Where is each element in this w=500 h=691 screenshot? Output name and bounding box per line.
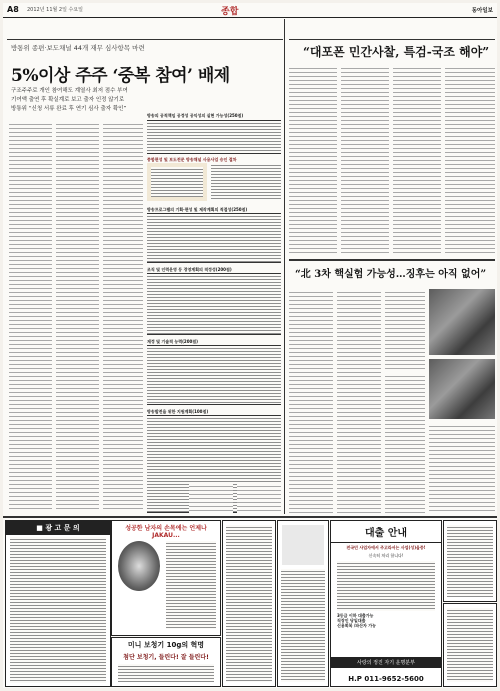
small-ad-column-2	[277, 520, 329, 687]
table-3	[147, 213, 281, 263]
story2-col-4	[429, 423, 495, 513]
main-body-col-3	[103, 121, 143, 511]
hearing-ad-title: 미니 보청기 10g의 혁명	[127, 641, 205, 649]
small-ad-column-1	[222, 520, 276, 687]
story1-col-2	[341, 65, 389, 253]
story1-headline: “대포폰 민간사찰, 특검-국조 해야”	[303, 45, 490, 59]
approval-process-box	[147, 163, 207, 201]
newspaper-page	[3, 3, 497, 688]
loan-ad-line-2: 신속히 처리 합니다!	[368, 553, 404, 558]
main-subhead-1: 구조주주로 개인 참여해도 계열사 최저 점수 부여	[11, 88, 128, 94]
main-subhead-2: 기여액 출연 후 확실계로 보고 출자 인정 않기로	[11, 97, 125, 103]
story2-col-3a	[385, 289, 425, 369]
story2-col-1	[289, 289, 333, 514]
table-title-6: 방송발전을 위한 지원계획(100점)	[147, 409, 209, 414]
section-title: 종합	[221, 7, 239, 17]
table-1	[147, 120, 281, 154]
watch-image	[118, 541, 160, 591]
loan-ad-phone: H.P 011-9652-5600	[348, 675, 424, 683]
table-title-5: 재정 및 기술적 능력(200점)	[147, 339, 198, 344]
story2-top-rule	[289, 259, 495, 261]
table-title-4: 조직 및 인력운영 등 경영계획의 적정성(200점)	[147, 267, 232, 272]
main-body-col-4	[189, 483, 233, 513]
publisher-name: 동아일보	[471, 8, 493, 14]
issue-date: 2012년 11월 2일 수요일	[27, 7, 84, 13]
watch-ad-title: 성공한 남자의 손목에는 언제나 JAKAU...	[125, 525, 207, 539]
main-headline: 5%이상 주주 ‘중복 참여’ 배제	[11, 66, 230, 86]
classified-ad-title: ■ 광 고 문 의	[6, 521, 110, 535]
main-body-col-1	[9, 121, 52, 511]
news-photo-2	[429, 359, 495, 419]
loan-ad-line-1: 전국민 사업자에서 주고라서는 사업(성)을증!	[346, 545, 426, 550]
main-subhead-3: 방통위 “신청 서류 완료 후 연기 심사 출자 확인”	[11, 106, 127, 112]
story1-col-3	[393, 65, 441, 253]
main-body-col-2	[56, 121, 99, 511]
hearing-aid-ad	[111, 637, 221, 687]
classified-ad	[5, 520, 111, 687]
loan-ad-line-3: 3등급 이하 대출가능	[337, 613, 374, 618]
table-title-2: 종합편성 및 보도전문 방송채널 사용사업 승인 절차	[147, 157, 237, 162]
loan-ad-line-5: 신용회복 /파산자 가능	[337, 623, 377, 628]
story1-top-rule	[289, 39, 495, 40]
scoring-tables	[147, 113, 281, 513]
page-number: A8	[7, 5, 19, 14]
loan-ad-title: 대출 안내	[331, 521, 441, 543]
story2-headline: “北 3차 핵실험 가능성…징후는 아직 없어”	[295, 269, 487, 280]
hearing-ad-subtitle: 첨단 보청기, 들린다! 잘 들린다!	[123, 654, 209, 661]
news-photo-1	[429, 289, 495, 355]
loan-ad	[330, 520, 442, 687]
loan-ad-line-4: 직장인 당일대출	[337, 618, 366, 623]
watch-ad	[111, 520, 221, 636]
page-header	[3, 3, 497, 18]
main-body-col-5	[237, 483, 281, 513]
column-divider	[284, 19, 285, 514]
main-kicker: 방통위 종편·보도채널 44개 재무 심사항목 마련	[11, 44, 145, 52]
story2-col-2	[337, 289, 381, 514]
story2-col-3b	[385, 373, 425, 513]
main-top-rule	[7, 39, 283, 40]
story1-col-1	[289, 65, 337, 253]
table-2	[211, 163, 281, 201]
table-title-1: 방송의 공적책임 공정성 공익성의 실현 가능성(250점)	[147, 113, 244, 118]
ad-divider	[3, 516, 497, 518]
table-5	[147, 345, 281, 405]
story1-col-4	[445, 65, 495, 253]
loan-ad-banner: 사랑의 정진 자기 운명분부	[331, 657, 441, 668]
small-ad-right-2	[443, 603, 497, 687]
table-4	[147, 273, 281, 335]
table-title-3: 방송프로그램의 기획·편성 및 제작계획의 적절성(250점)	[147, 207, 248, 212]
small-ad-right-1	[443, 520, 497, 602]
